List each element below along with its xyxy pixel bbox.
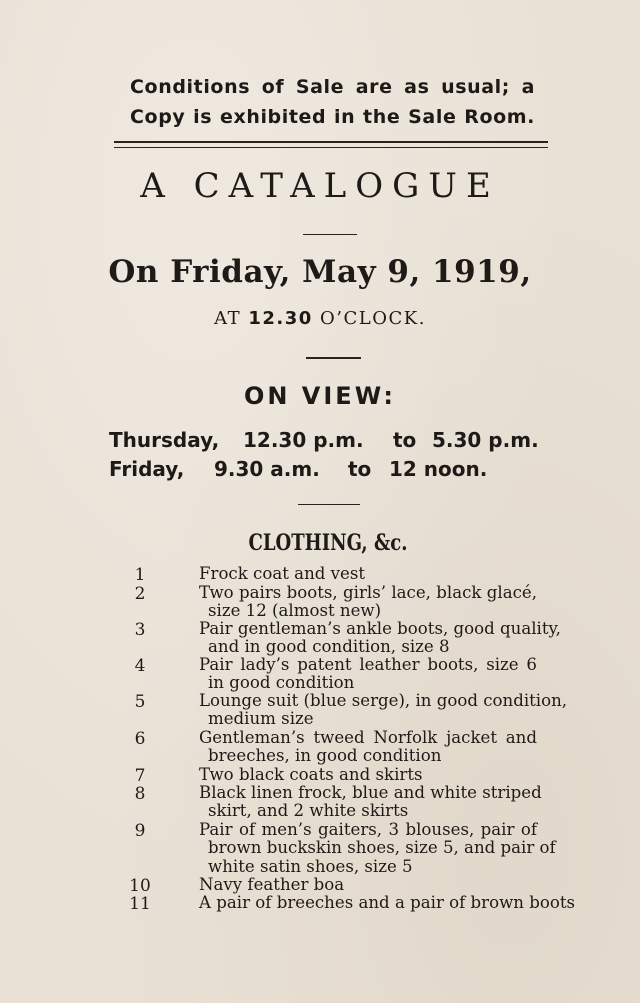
lot-line: Pair lady’s patent leather boots, size 6 xyxy=(199,655,537,674)
lot-line: in good condition xyxy=(208,673,355,693)
view-to: to xyxy=(348,457,372,481)
lot-line: medium size xyxy=(208,709,314,729)
lot-number: 1 xyxy=(134,565,146,585)
lot-description xyxy=(199,783,542,821)
lot-line: skirt, and 2 white skirts xyxy=(208,801,409,821)
lot-number: 9 xyxy=(134,821,146,841)
lot-line: and in good condition, size 8 xyxy=(208,637,450,657)
time-hour: 12.30 xyxy=(248,308,313,329)
lot-description xyxy=(199,729,537,766)
sale-time xyxy=(0,308,640,329)
view-day: Friday, xyxy=(109,457,185,481)
divider-rule-1 xyxy=(303,234,357,235)
lot-number: 2 xyxy=(134,584,146,604)
lot-description xyxy=(199,656,537,693)
lot-line: Lounge suit (blue serge), in good condition, xyxy=(199,691,568,710)
time-prefix: AT xyxy=(214,308,242,329)
lot-line: breeches, in good condition xyxy=(208,746,442,766)
lot-number: 5 xyxy=(134,692,146,712)
view-to: to xyxy=(393,428,417,452)
lot-line: white satin shoes, size 5 xyxy=(208,856,413,876)
lot-number: 10 xyxy=(129,876,151,896)
lot-line: brown buckskin shoes, size 5, and pair of xyxy=(208,838,556,858)
lot-line: Two black coats and skirts xyxy=(199,765,423,784)
lot-description xyxy=(199,691,568,729)
conditions-line-1: Conditions of Sale are as usual; a xyxy=(130,76,535,98)
lot-number: 7 xyxy=(134,766,146,786)
section-heading: CLOTHING, &c. xyxy=(248,530,408,556)
lot-description xyxy=(199,876,537,894)
divider-rule-3 xyxy=(298,504,360,505)
lot-number: 11 xyxy=(129,894,151,914)
header-rule-top xyxy=(114,141,548,143)
lot-number: 4 xyxy=(134,656,146,676)
lot-line: Gentleman’s tweed Norfolk jacket and xyxy=(199,728,537,747)
lot-description xyxy=(199,893,576,912)
sale-date: On Friday, May 9, 1919, xyxy=(108,254,532,290)
lot-description xyxy=(199,766,537,784)
lot-line: Black linen frock, blue and white striped xyxy=(199,783,542,802)
lot-number: 6 xyxy=(134,729,146,749)
lot-line: Two pairs boots, girls’ lace, black glacé, xyxy=(199,583,537,602)
catalogue-title: A CATALOGUE xyxy=(140,166,500,206)
on-view-heading: ON VIEW: xyxy=(243,382,397,410)
lot-line: Pair gentleman’s ankle boots, good quality, xyxy=(199,619,561,638)
time-suffix: O’CLOCK. xyxy=(320,308,426,329)
lot-description xyxy=(199,565,537,583)
lot-line: A pair of breeches and a pair of brown boots xyxy=(199,893,576,912)
view-from: 9.30 a.m. xyxy=(214,457,320,481)
lot-line: size 12 (almost new) xyxy=(208,601,382,621)
lot-line: Pair of men’s gaiters, 3 blouses, pair of xyxy=(199,820,537,839)
lot-description xyxy=(199,619,561,657)
view-from: 12.30 p.m. xyxy=(243,428,364,452)
view-day: Thursday, xyxy=(109,428,220,452)
lot-line: Frock coat and vest xyxy=(199,564,366,583)
view-until: 5.30 p.m. xyxy=(432,428,539,452)
lot-number: 8 xyxy=(134,784,146,804)
view-until: 12 noon. xyxy=(389,457,488,481)
header-rule-bottom xyxy=(114,147,548,148)
lot-description xyxy=(199,820,556,876)
lot-number: 3 xyxy=(134,620,146,640)
lot-line: Navy feather boa xyxy=(199,875,345,894)
lot-description xyxy=(199,584,537,621)
conditions-line-2: Copy is exhibited in the Sale Room. xyxy=(130,106,535,128)
divider-rule-2 xyxy=(306,357,361,359)
